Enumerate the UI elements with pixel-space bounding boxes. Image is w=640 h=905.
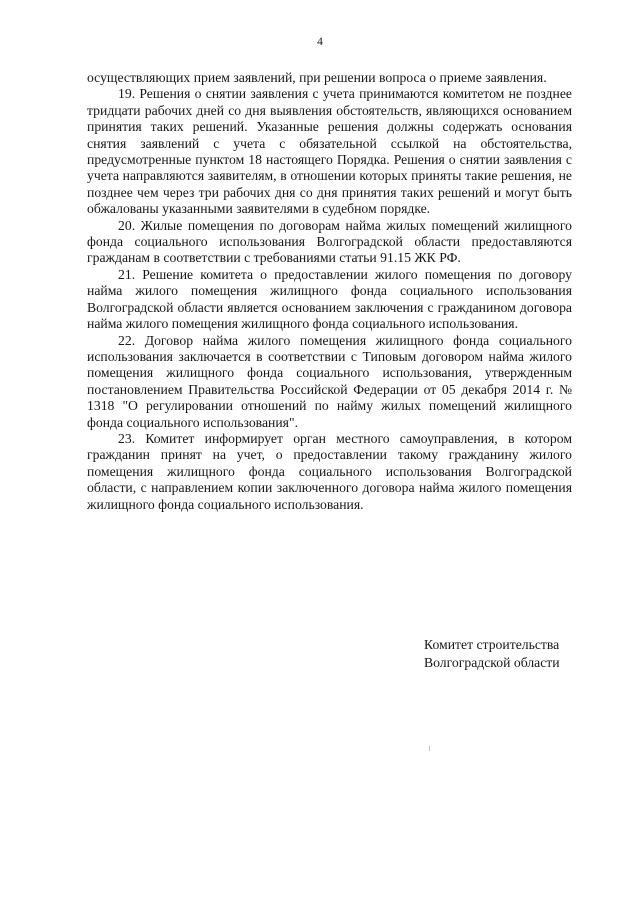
paragraph-22: 22. Договор найма жилого помещения жилищного фонда социального использования заключается в соответствии с Типовым договором найма жилого помещения жилищного фонда социального использования, утвержденным постановлением Правительства Российской Федерации от 05 декабря 2014 г. № 1318 "О регулировании отношений по найму жилых помещений жилищного фонда социального использования". [87,332,572,430]
document-body [87,70,572,513]
paragraph-23: 23. Комитет информирует орган местного самоуправления, в котором гражданин принят на учет, о предоставлении такому гражданину жилого помещения жилищного фонда социального использования Волгоградской области, с направлением копии заключенного договора найма жилого помещения жилищного фонда социального использования. [87,430,572,512]
paragraph-19: 19. Решения о снятии заявления с учета принимаются комитетом не позднее тридцати рабочих дней со дня выявления обстоятельств, являющихся основанием принятия таких решений. Указанные решения должны содержать основания снятия заявлений с учета с обязательной ссылкой на обстоятельства, предусмотренные пунктом 18 настоящего Порядка. Решения о снятии заявления с учета направляются заявителям, в отношении которых приняты такие решения, не позднее чем через три рабочих дня со дня принятия таких решений и могут быть обжалованы указанными заявителями в судебном порядке. [87,86,572,217]
paragraph-21: 21. Решение комитета о предоставлении жилого помещения по договору найма жилого помещения жилищного фонда социального использования Волгоградской области является основанием заключения с гражданином договора найма жилого помещения жилищного фонда социального использования. [87,266,572,332]
paragraph-continuation: осуществляющих прием заявлений, при решении вопроса о приеме заявления. [87,70,547,85]
signature-line-1: Комитет строительства [424,637,560,652]
page-number: 4 [317,36,323,48]
paragraph-20: 20. Жилые помещения по договорам найма жилых помещений жилищного фонда социального использования Волгоградской области предоставляются гражданам в соответствии с требованиями статьи 91.15 ЖК РФ. [87,217,572,266]
scan-artifact [429,746,430,751]
signature-line-2: Волгоградской области [424,655,560,670]
signature-block [424,636,584,672]
